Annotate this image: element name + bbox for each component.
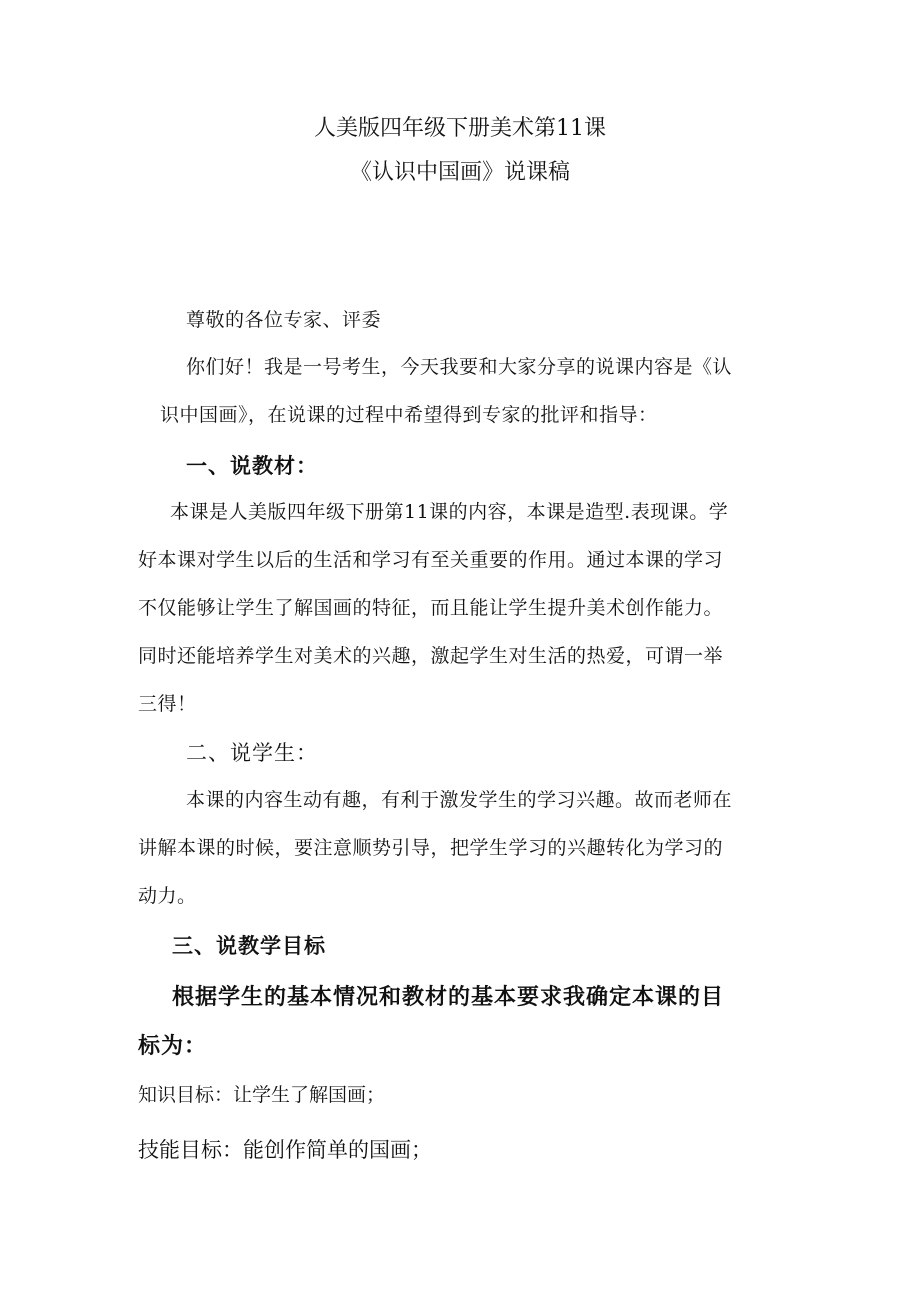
goals-para-line-1: 根据学生的基本情况和教材的基本要求我确定本课的目 bbox=[172, 984, 725, 1010]
title-line-2: 《认识中国画》说课稿 bbox=[349, 160, 570, 185]
skill-goal: 技能目标：能创作简单的国画； bbox=[138, 1138, 432, 1162]
materials-line-3: 不仅能够让学生了解国画的特征，而且能让学生提升美术创作能力。 bbox=[138, 597, 724, 619]
materials-line-5: 三得！ bbox=[138, 693, 197, 715]
materials-line-2: 好本课对学生以后的生活和学习有至关重要的作用。通过本课的学习 bbox=[138, 549, 724, 571]
section-heading-goals: 三、说教学目标 bbox=[172, 933, 326, 958]
section-heading-materials: 一、说教材： bbox=[186, 453, 318, 478]
knowledge-goal: 知识目标：让学生了解国画； bbox=[138, 1084, 386, 1106]
students-line-2: 讲解本课的时候，要注意顺势引导，把学生学习的兴趣转化为学习的 bbox=[138, 837, 724, 859]
intro-line-2: 识中国画》，在说课的过程中希望得到专家的批评和指导： bbox=[160, 404, 658, 426]
students-line-3: 动力。 bbox=[138, 885, 197, 907]
title-line-1: 人美版四年级下册美术第11课 bbox=[314, 116, 606, 141]
materials-line-1: 本课是人美版四年级下册第11课的内容，本课是造型.表现课。学 bbox=[170, 501, 729, 523]
section-heading-students: 二、说学生： bbox=[186, 741, 318, 765]
greeting: 尊敬的各位专家、评委 bbox=[186, 309, 382, 331]
materials-line-4: 同时还能培养学生对美术的兴趣，激起学生对生活的热爱，可谓一举 bbox=[138, 645, 724, 667]
students-line-1: 本课的内容生动有趣，有利于激发学生的学习兴趣。故而老师在 bbox=[186, 789, 733, 811]
goals-para-line-2: 标为： bbox=[138, 1033, 208, 1059]
intro-line-1: 你们好！我是一号考生，今天我要和大家分享的说课内容是《认 bbox=[186, 356, 733, 378]
